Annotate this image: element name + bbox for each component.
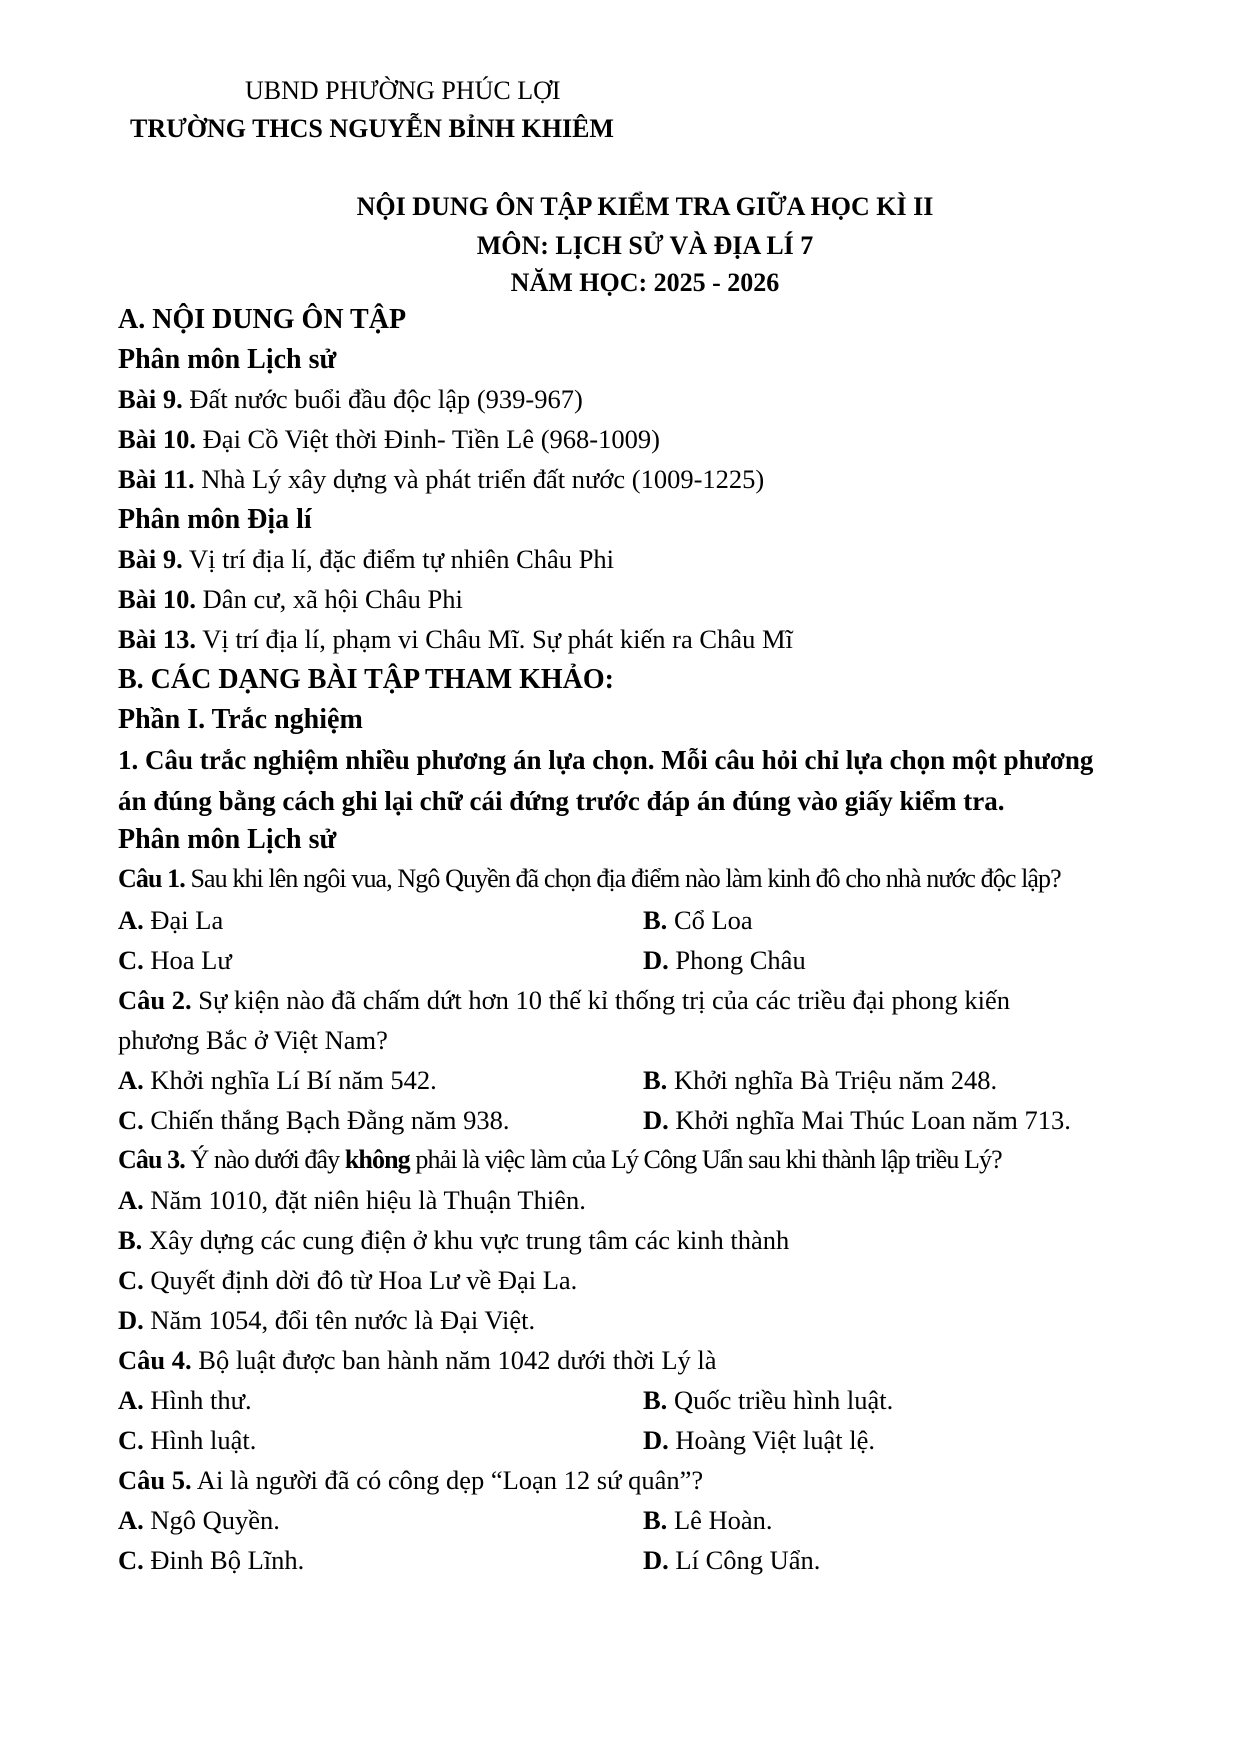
option-text: Lí Công Uẩn.	[668, 1545, 821, 1575]
option-b	[118, 1225, 789, 1256]
question-text: Ý nào dưới đây	[184, 1145, 345, 1174]
option-b	[643, 1065, 997, 1096]
option-letter: B.	[643, 1065, 668, 1095]
lesson-label: Bài 9.	[118, 384, 183, 414]
lesson-text: Đại Cồ Việt thời Đinh- Tiền Lê (968-1009)	[196, 424, 660, 454]
question-text: phải là việc làm của Lý Công Uẩn sau khi thành lập triều Lý?	[409, 1145, 1002, 1174]
option-d	[118, 1305, 535, 1336]
option-letter: B.	[643, 1385, 668, 1415]
option-text: Lê Hoàn.	[667, 1505, 773, 1535]
geography-heading: Phân môn Địa lí	[118, 504, 312, 535]
option-a	[118, 1385, 252, 1416]
option-text: Năm 1054, đổi tên nước là Đại Việt.	[143, 1305, 536, 1335]
lesson-text: Dân cư, xã hội Châu Phi	[196, 584, 463, 614]
question-emphasis: không	[344, 1145, 410, 1174]
option-letter: C.	[118, 1105, 144, 1135]
lesson-text: Nhà Lý xây dựng và phát triển đất nước (1009-1225)	[194, 464, 765, 494]
option-letter: C.	[118, 945, 144, 975]
question-text: Sự kiện nào đã chấm dứt hơn 10 thế kỉ thống trị của các triều đại phong kiến	[191, 985, 1011, 1015]
option-d	[643, 1425, 875, 1456]
section-a-heading: A. NỘI DUNG ÔN TẬP	[118, 304, 407, 335]
school-name: TRƯỜNG THCS NGUYỄN BỈNH KHIÊM	[130, 114, 614, 143]
option-letter: A.	[118, 905, 144, 935]
option-c	[118, 1425, 256, 1456]
option-text: Khởi nghĩa Lí Bí năm 542.	[143, 1065, 437, 1095]
lesson-label: Bài 10.	[118, 424, 197, 454]
option-letter: D.	[643, 1545, 669, 1575]
option-c	[118, 1545, 304, 1576]
question-1	[118, 864, 1061, 894]
question-label: Câu 3.	[118, 1145, 185, 1174]
option-c	[118, 945, 232, 976]
lesson-label: Bài 13.	[118, 624, 197, 654]
option-text: Cổ Loa	[667, 905, 753, 935]
option-text: Năm 1010, đặt niên hiệu là Thuận Thiên.	[143, 1185, 586, 1215]
option-text: Đại La	[143, 905, 224, 935]
option-b	[643, 1385, 893, 1416]
option-text: Hình thư.	[143, 1385, 252, 1415]
question-2-continued: phương Bắc ở Việt Nam?	[118, 1025, 388, 1055]
option-text: Hoàng Việt luật lệ.	[668, 1425, 875, 1455]
option-text: Phong Châu	[668, 945, 806, 975]
option-letter: C.	[118, 1425, 144, 1455]
geography-lesson	[118, 624, 793, 655]
question-label: Câu 5.	[118, 1465, 192, 1495]
option-a	[118, 1185, 586, 1216]
question-text: Bộ luật được ban hành năm 1042 dưới thời Lý là	[191, 1345, 717, 1375]
geography-lesson	[118, 544, 614, 575]
question-text: Sau khi lên ngôi vua, Ngô Quyền đã chọn địa điểm nào làm kinh đô cho nhà nước độc lập?	[184, 864, 1061, 893]
option-letter: C.	[118, 1545, 144, 1575]
doc-title: NỘI DUNG ÔN TẬP KIỂM TRA GIỮA HỌC KÌ II	[356, 192, 934, 221]
doc-subject: MÔN: LỊCH SỬ VÀ ĐỊA LÍ 7	[476, 231, 814, 260]
option-a	[118, 905, 223, 936]
lesson-text: Vị trí địa lí, đặc điểm tự nhiên Châu Phi	[182, 544, 614, 574]
option-text: Quốc triều hình luật.	[667, 1385, 894, 1415]
doc-school-year: NĂM HỌC: 2025 - 2026	[510, 268, 780, 297]
lesson-text: Đất nước buổi đầu độc lập (939-967)	[182, 384, 583, 414]
option-d	[643, 1545, 820, 1576]
history-lesson	[118, 384, 583, 415]
instruction-line: 1. Câu trắc nghiệm nhiều phương án lựa chọn. Mỗi câu hỏi chỉ lựa chọn một phương	[118, 745, 1094, 775]
instruction-line: án đúng bằng cách ghi lại chữ cái đứng trước đáp án đúng vào giấy kiểm tra.	[118, 786, 1005, 816]
question-2	[118, 985, 1010, 1016]
option-letter: A.	[118, 1065, 144, 1095]
lesson-label: Bài 10.	[118, 584, 197, 614]
question-3	[118, 1145, 1002, 1175]
question-label: Câu 2.	[118, 985, 192, 1015]
subject-heading: Phân môn Lịch sử	[118, 824, 337, 855]
question-label: Câu 4.	[118, 1345, 192, 1375]
option-c	[118, 1105, 510, 1136]
option-letter: A.	[118, 1185, 144, 1215]
option-letter: D.	[643, 945, 669, 975]
option-letter: A.	[118, 1385, 144, 1415]
history-lesson	[118, 464, 764, 495]
option-b	[643, 905, 753, 936]
option-b	[643, 1505, 773, 1536]
option-text: Hoa Lư	[143, 945, 232, 975]
option-d	[643, 945, 806, 976]
option-letter: C.	[118, 1265, 144, 1295]
history-lesson	[118, 424, 660, 455]
option-c	[118, 1265, 577, 1296]
geography-lesson	[118, 584, 463, 615]
lesson-label: Bài 11.	[118, 464, 195, 494]
section-b-heading: B. CÁC DẠNG BÀI TẬP THAM KHẢO:	[118, 664, 615, 695]
lesson-label: Bài 9.	[118, 544, 183, 574]
option-text: Quyết định dời đô từ Hoa Lư về Đại La.	[143, 1265, 578, 1295]
option-text: Khởi nghĩa Bà Triệu năm 248.	[667, 1065, 998, 1095]
option-text: Xây dựng các cung điện ở khu vực trung tâm các kinh thành	[142, 1225, 790, 1255]
option-a	[118, 1065, 437, 1096]
option-text: Hình luật.	[143, 1425, 257, 1455]
question-label: Câu 1.	[118, 864, 185, 893]
option-letter: D.	[118, 1305, 144, 1335]
option-letter: D.	[643, 1425, 669, 1455]
option-letter: A.	[118, 1505, 144, 1535]
option-letter: B.	[118, 1225, 143, 1255]
question-4	[118, 1345, 717, 1376]
history-heading: Phân môn Lịch sử	[118, 344, 337, 375]
option-letter: D.	[643, 1105, 669, 1135]
option-text: Khởi nghĩa Mai Thúc Loan năm 713.	[668, 1105, 1071, 1135]
option-text: Ngô Quyền.	[143, 1505, 280, 1535]
option-letter: B.	[643, 905, 668, 935]
authority-header: UBND PHƯỜNG PHÚC LỢI	[245, 76, 561, 105]
option-text: Chiến thắng Bạch Đằng năm 938.	[143, 1105, 510, 1135]
option-a	[118, 1505, 280, 1536]
part1-heading: Phần I. Trắc nghiệm	[118, 704, 363, 735]
option-letter: B.	[643, 1505, 668, 1535]
option-d	[643, 1105, 1071, 1136]
question-text: Ai là người đã có công dẹp “Loạn 12 sứ quân”?	[191, 1465, 704, 1495]
option-text: Đinh Bộ Lĩnh.	[143, 1545, 305, 1575]
question-5	[118, 1465, 703, 1496]
lesson-text: Vị trí địa lí, phạm vi Châu Mĩ. Sự phát kiến ra Châu Mĩ	[196, 624, 793, 654]
